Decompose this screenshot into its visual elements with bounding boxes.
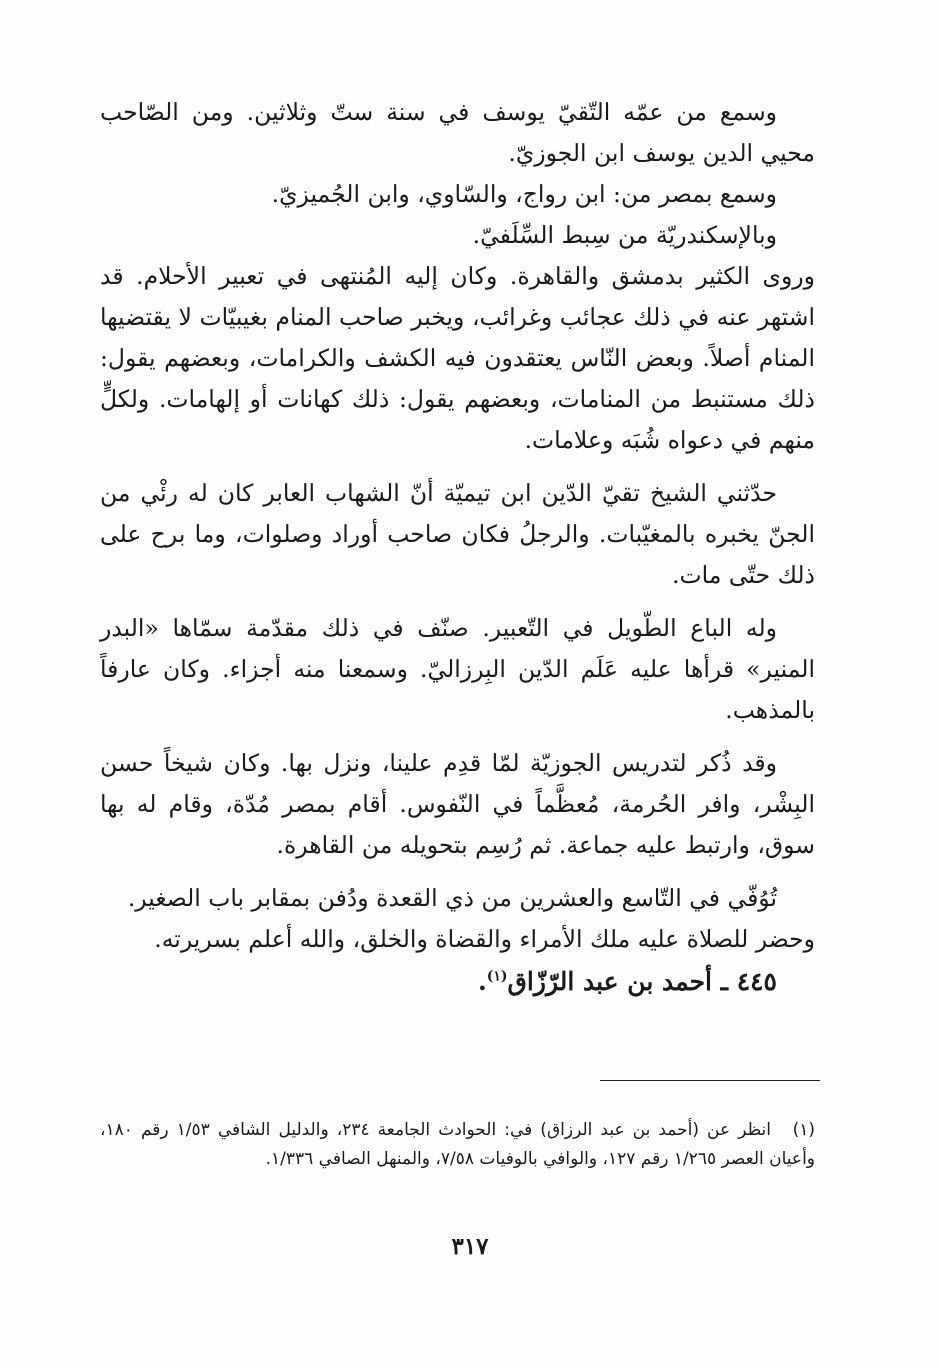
page-number: ٣١٧ (451, 1233, 489, 1260)
footnote-reference[interactable]: (١) (486, 968, 508, 985)
footnote-number: (١) (792, 1120, 815, 1140)
entry-heading (100, 960, 815, 1004)
footnote-entry (100, 1116, 815, 1174)
footnote (100, 1116, 815, 1174)
paragraph-8a: تُوُفّي في التّاسع والعشرين من ذي القعدة ودُفن بمقابر باب الصغير. (127, 884, 777, 912)
paragraph-1: وسمع من عمّه التّقيّ يوسف في سنة ستّ وثلاثين. ومن الصّاحب محيي الدين يوسف ابن الجوزيّ. (100, 98, 815, 167)
entry-heading-text: ٤٤٥ ـ أحمد بن عبد الرّزّاق (507, 967, 777, 996)
paragraph-5: حدّثني الشيخ تقيّ الدّين ابن تيميّة أنّ الشهاب العابر كان له رئْي من الجنّ يخبره بالمغيّبات. والرجلُ فكان صاحب أوراد وصلوات، وما برح على ذلك حتّى مات. (100, 479, 815, 589)
footnote-text: انظر عن (أحمد بن عبد الرزاق) في: الحوادث الجامعة ٢٣٤، والدليل الشافي ١/٥٣ رقم ١٨٠، وأعيان العصر ١/٢٦٥ رقم ١٢٧، والوافي بالوفيات ٧/٥٨، والمنهل الصافي ١/٣٣٦. (100, 1120, 815, 1169)
paragraph-7: وقد ذُكر لتدريس الجوزيّة لمّا قدِم علينا، ونزل بها. وكان شيخاً حسن البِشْر، وافر الحُرمة، مُعظَّماً في النّفوس. أقام بمصر مُدّة، وقام له بها سوق، وارتبط عليه جماعة. ثم رُسِم بتحويله من القاهرة. (100, 749, 815, 859)
heading-period: . (478, 967, 487, 996)
paragraph-6: وله الباع الطّويل في التّعبير. صنّف في ذلك مقدّمة سمّاها «البدر المنير» قرأها عليه عَلَم الدّين البِرزاليّ. وسمعنا منه أجزاء. وكان عارفاً بالمذهب. (100, 614, 815, 724)
paragraph-3: وبالإسكندريّة من سِبط السِّلَفيّ. (472, 221, 777, 249)
paragraph-4: وروى الكثير بدمشق والقاهرة. وكان إليه المُنتهى في تعبير الأحلام. قد اشتهر عنه في ذلك عجائب وغرائب، ويخبر صاحب المنام بغيبيّات لا يقتضيها المنام أصلاً. وبعض النّاس يعتقدون فيه الكشف والكرامات، وبعضهم يقول: ذلك مستنبط من المنامات، وبعضهم يقول: ذلك كهانات أو إلهامات. ولكلٍّ منهم في دعواه شُبَه وعلامات. (100, 262, 815, 454)
footnote-separator (600, 1080, 820, 1081)
paragraph-2: وسمع بمصر من: ابن رواج، والسّاوي، وابن الجُميزيّ. (271, 180, 777, 208)
main-text (100, 92, 815, 1004)
paragraph-8b: وحضر للصلاة عليه ملك الأمراء والقضاة والخلق، والله أعلم بسريرته. (154, 925, 815, 953)
